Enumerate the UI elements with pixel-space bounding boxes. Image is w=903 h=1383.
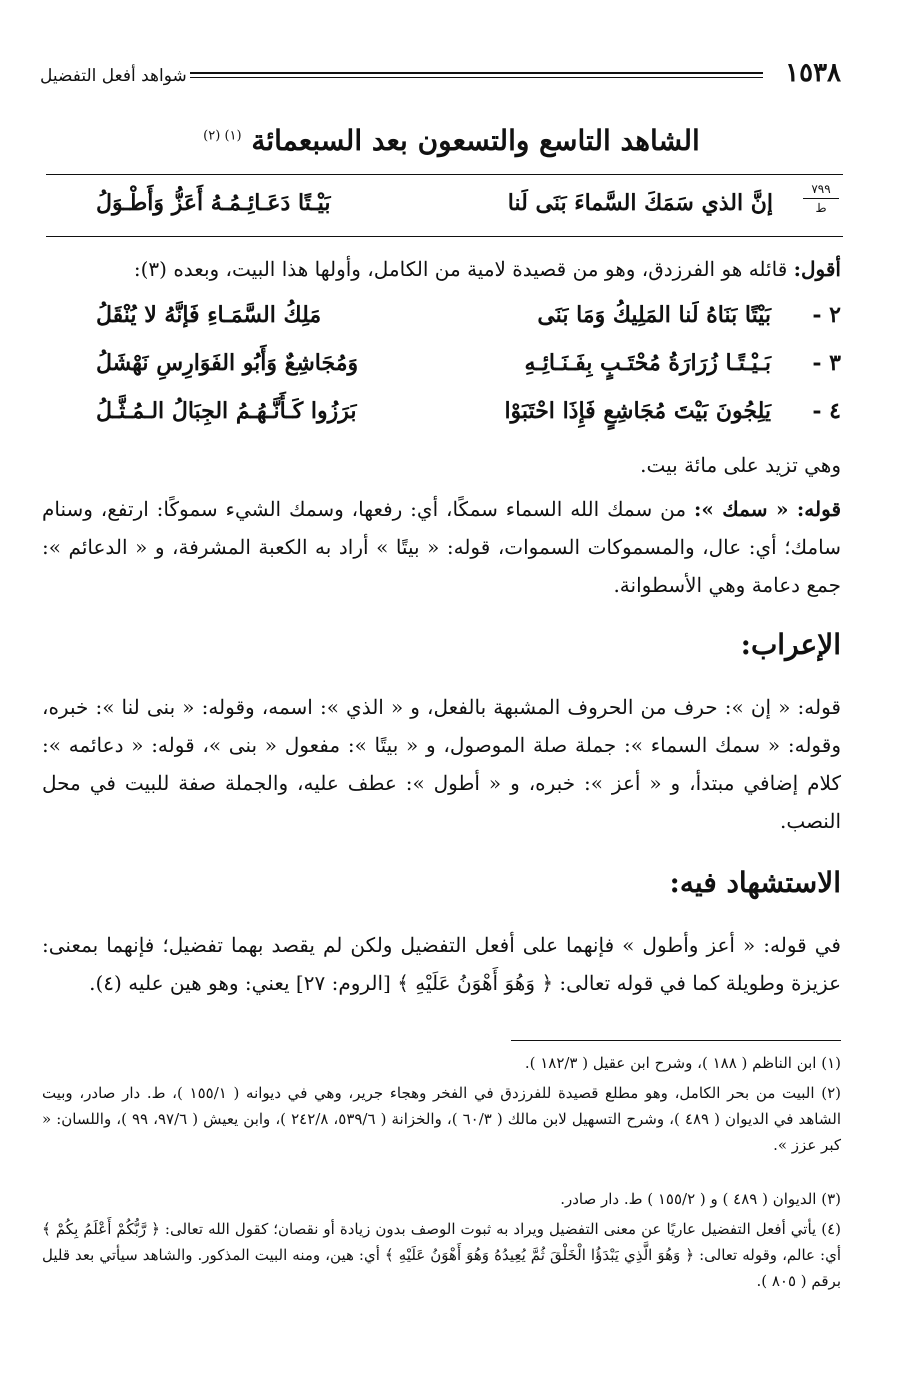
- verse-row-second: وَمُجَاشِعٌ وَأَبُو الفَوَارِسِ نَهْشَلُ: [96, 350, 359, 376]
- verse-row-first: بَـيْـتًـا زُرَارَةُ مُحْتَـبٍ بِفَـنَـائِـهِ: [524, 350, 771, 376]
- istishhad-heading: الاستشهاد فيه:: [669, 866, 841, 899]
- vocab-paragraph: [42, 490, 841, 604]
- verse-number: ٧٩٩: [811, 182, 831, 196]
- footnote: (١) ابن الناظم ( ١٨٨ )، وشرح ابن عقيل ( ١٨٢/٣ ).: [524, 1054, 841, 1072]
- irab-heading: الإعراب:: [740, 628, 841, 661]
- footnote: (٤) يأتي أفعل التفضيل عاريًا عن معنى التفضيل ويراد به ثبوت الوصف بدون زيادة أو نقصان؛ كقول الله تعالى: ﴿ رَّبُّكُمْ أَعْلَمُ بِكُمْ ﴾ أي: عالم، وقوله تعالى: ﴿ وَهُوَ الَّذِي يَبْدَؤُا الْخَلْقَ ثُمَّ يُعِيدُهُ وَهُوَ أَهْوَنُ عَلَيْهِ ﴾ أي: هين، ومنه البيت المذكور. والشاهد سيأتي بعد قليل برقم ( ٨٠٥ ).: [42, 1220, 841, 1290]
- verse-number-box: [799, 182, 843, 215]
- footnote: (٣) الديوان ( ٤٨٩ ) و ( ١٥٥/٢ ) ط. دار صادر.: [560, 1190, 841, 1208]
- main-verse-second-hemistich: بَيْـتًا دَعَـائِـمُـهُ أَعَزُّ وَأَطْـوَلُ: [96, 190, 331, 216]
- running-title: شواهد أفعل التفضيل: [40, 66, 187, 86]
- verse-tag: ط: [815, 201, 827, 215]
- verses-note: وهي تزيد على مائة بيت.: [640, 453, 841, 477]
- verse-row: [42, 298, 841, 338]
- section-title-text: الشاهد التاسع والتسعون بعد السبعمائة: [251, 124, 700, 157]
- verse-row-number: ٤ -: [812, 398, 841, 424]
- verse-row: [42, 394, 841, 434]
- footnote: (٢) البيت من بحر الكامل، وهو مطلع قصيدة للفرزدق في الفخر وهجاء جرير، وهي في ديوانه ( ١٥٥/١ )، ط. دار صادر، وبيت الشاهد في الديوان ( ٤٨٩ )، وشرح التسهيل لابن مالك ( ٦٠/٣ )، والخزانة ( ٥٣٩/٦، ٢٤٢/٨ )، وابن يعيش ( ٩٧/٦، ٩٩ )، واللسان: « كبر عزز ».: [42, 1084, 841, 1154]
- main-verse-first-hemistich: إنَّ الذي سَمَكَ السَّماءَ بَنَى لَنا: [507, 190, 773, 216]
- footnote-rule: [511, 1040, 841, 1041]
- verse-row-first: بَيْتًا بَنَاهُ لَنا المَلِيكُ وَمَا بَنَى: [537, 302, 771, 328]
- verse-number-bar: [803, 198, 839, 199]
- page-number: ١٥٣٨: [785, 58, 841, 88]
- main-verse: [46, 180, 843, 237]
- intro-text: قائله هو الفرزدق، وهو من قصيدة لامية من الكامل، وأولها هذا البيت، وبعده (٣):: [133, 257, 788, 281]
- verse-row-second: مَلِكُ السَّمَـاءِ فَإنَّهُ لا يُنْقَلُ: [96, 302, 322, 328]
- header-rule: [190, 72, 763, 78]
- verse-row: [42, 346, 841, 386]
- irab-paragraph: قوله: « إن »: حرف من الحروف المشبهة بالفعل، و « الذي »: اسمه، وقوله: « بنى لنا »: خبره، وقوله: « سمك السماء »: جملة صلة الموصول، و « بيتًا »: مفعول « بنى »، قوله: « دعائمه »: كلام إضافي مبتدأ، و « أعز »: خبره، و « أطول »: عطف عليه، والجملة صفة للبيت في محل النصب.: [42, 695, 841, 833]
- istishhad-paragraph: في قوله: « أعز وأطول » فإنهما على أفعل التفضيل ولكن لم يقصد بهما تفضيل؛ فإنهما بمعنى: عزيزة وطويلة كما في قوله تعالى: ﴿ وَهُوَ أَهْوَنُ عَلَيْهِ ﴾ [الروم: ٢٧] يعني: وهو هين عليه (٤).: [42, 933, 841, 995]
- vocab-lead: قوله: « سمك »:: [693, 497, 842, 521]
- intro-paragraph: [42, 250, 841, 288]
- verse-row-first: يَلِجُونَ بَيْتَ مُجَاشِعٍ فَإِذَا احْتَبَوْا: [504, 398, 771, 424]
- section-title: [0, 124, 903, 157]
- title-rule: [46, 174, 843, 175]
- verse-row-number: ٢ -: [812, 302, 841, 328]
- verse-row-second: بَرَزُوا كَـأَنَّـهُـمُ الجِبَالُ الـمُـثَّـلُ: [96, 398, 357, 424]
- vocab-text: من سمك الله السماء سمكًا، أي: رفعها، وسمك الشيء سموكًا: ارتفع، وسنام سامك؛ أي: عال، والمسموكات السموات، قوله: « بيتًا » أراد به الكعبة المشرفة، و « الدعائم »: جمع دعامة وهي الأسطوانة.: [42, 497, 841, 597]
- verse-row-number: ٣ -: [812, 350, 841, 376]
- intro-label: أقول:: [793, 257, 841, 281]
- section-title-note: (١) (٢): [203, 128, 242, 144]
